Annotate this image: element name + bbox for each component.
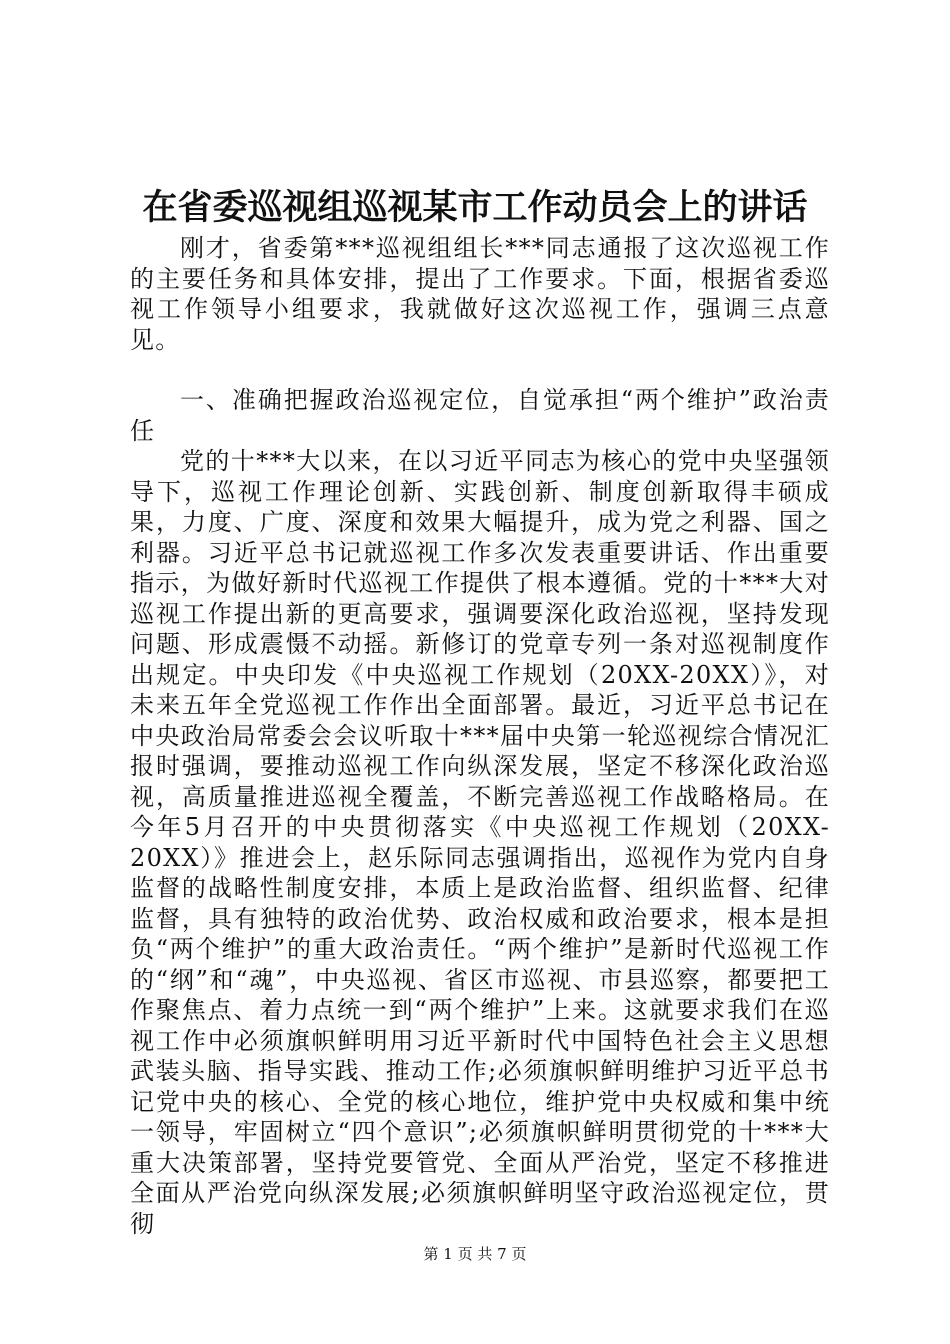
page-footer: 第 1 页 共 7 页 — [423, 1245, 527, 1263]
section-paragraph: 党的十***大以来，在以习近平同志为核心的党中央坚强领导下，巡视工作理论创新、实践创新、制度创新取得丰硕成果，力度、广度、深度和效果大幅提升，成为党之利器、国之利器。习近平总书记就巡视工作多次发表重要讲话、作出重要指示，为做好新时代巡视工作提供了根本遵循。党的十***大对巡视工作提出新的更高要求，强调要深化政治巡视，坚持发现问题、形成震慑不动摇。新修订的党章专列一条对巡视制度作出规定。中央印发《中央巡视工作规划（20XX-20XX）》，对未来五年全党巡视工作作出全面部署。最近，习近平总书记在中央政治局常委会会议听取十***届中央第一轮巡视综合情况汇报时强调，要推动巡视工作向纵深发展，坚定不移深化政治巡视，高质量推进巡视全覆盖，不断完善巡视工作战略格局。在今年5月召开的中央贯彻落实《中央巡视工作规划（20XX-20XX）》推进会上，赵乐际同志强调指出，巡视作为党内自身监督的战略性制度安排，本质上是政治监督、组织监督、纪律监督，具有独特的政治优势、政治权威和政治要求，根本是担负“两个维护”的重大政治责任。“两个维护”是新时代巡视工作的“纲”和“魂”，中央巡视、省区市巡视、市县巡察，都要把工作聚焦点、着力点统一到“两个维护”上来。这就要求我们在巡视工作中必须旗帜鲜明用习近平新时代中国特色社会主义思想武装头脑、指导实践、推动工作;必须旗帜鲜明维护习近平总书记党中央的核心、全党的核心地位，维护党中央权威和集中统一领导，牢固树立“四个意识”;必须旗帜鲜明贯彻党的十***大重大决策部署，坚持党要管党、全面从严治党，坚定不移推进全面从严治党向纵深发展;必须旗帜鲜明坚守政治巡视定位，贯彻 — [130, 447, 830, 1238]
intro-paragraph: 刚才，省委第***巡视组组长***同志通报了这次巡视工作的主要任务和具体安排，提出了工作要求。下面，根据省委巡视工作领导小组要求，我就做好这次巡视工作，强调三点意见。 — [130, 234, 830, 354]
document-title: 在省委巡视组巡视某市工作动员会上的讲话 — [142, 187, 808, 228]
document-body — [130, 233, 830, 1239]
section-heading: 一、准确把握政治巡视定位，自觉承担“两个维护”政治责任 — [130, 386, 830, 445]
